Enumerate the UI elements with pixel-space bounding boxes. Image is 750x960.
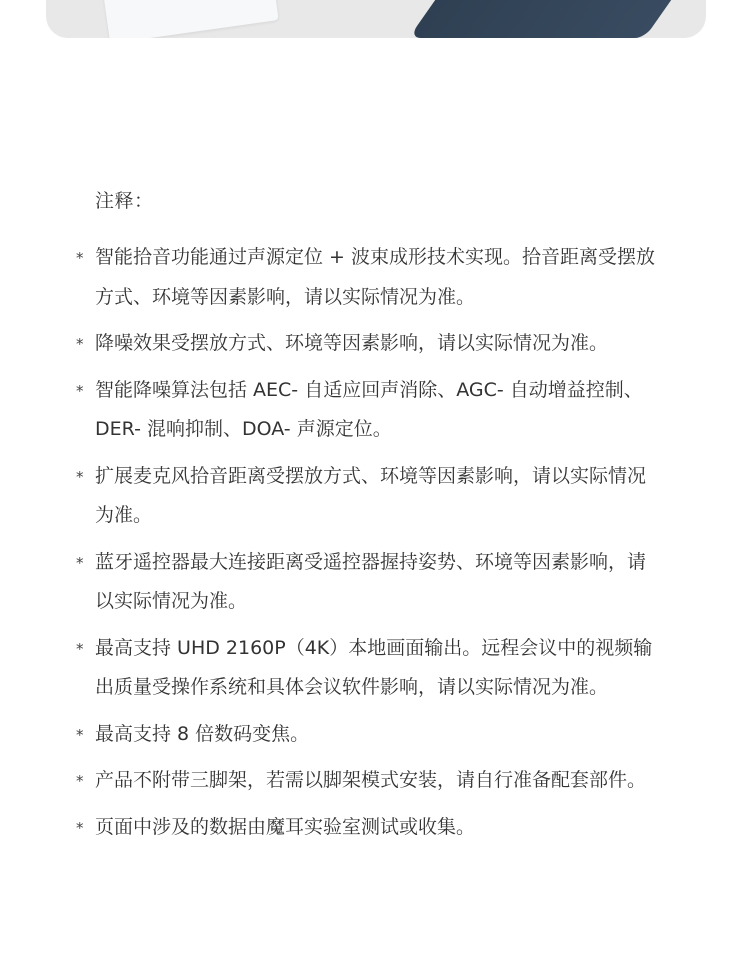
note-marker: * (76, 772, 84, 790)
note-item (0, 371, 655, 450)
note-marker: * (76, 335, 84, 353)
note-marker: * (76, 467, 84, 486)
top-product-image-band (46, 0, 706, 38)
notes-title: 注释： (95, 190, 154, 212)
note-marker: * (76, 725, 84, 744)
note-marker: * (76, 381, 84, 400)
note-marker: * (76, 818, 84, 837)
note-text: 最高支持 8 倍数码变焦。 (95, 722, 310, 745)
note-text: 最高支持 UHD 2160P（4K）本地画面输出。远程会议中的视频输出质量受操作系统和具体会议软件影响，请以实际情况为准。 (95, 636, 653, 698)
note-marker: * (76, 553, 84, 572)
note-item (0, 238, 655, 317)
note-text: 蓝牙遥控器最大连接距离受遥控器握持姿势、环境等因素影响，请以实际情况为准。 (95, 550, 647, 612)
note-text: 产品不附带三脚架，若需以脚架模式安装，请自行准备配套部件。 (95, 769, 647, 791)
note-item (0, 629, 655, 708)
note-item (0, 324, 655, 364)
note-text: 降噪效果受摆放方式、环境等因素影响，请以实际情况为准。 (95, 332, 609, 354)
note-marker: * (76, 249, 84, 267)
note-item (0, 457, 655, 536)
navy-device-image (409, 0, 674, 38)
note-item (0, 715, 655, 755)
note-text: 扩展麦克风拾音距离受摆放方式、环境等因素影响，请以实际情况为准。 (95, 464, 647, 526)
note-text: 智能拾音功能通过声源定位 + 波束成形技术实现。拾音距离受摆放方式、环境等因素影响，请以实际情况为准。 (95, 246, 656, 308)
notes-list (0, 238, 750, 854)
note-marker: * (76, 639, 84, 658)
note-item (0, 543, 655, 622)
note-item (0, 761, 655, 801)
paper-sheet-image (103, 0, 278, 38)
note-item (0, 808, 655, 848)
note-text: 页面中涉及的数据由魔耳实验室测试或收集。 (95, 815, 476, 838)
note-text: 智能降噪算法包括 AEC- 自适应回声消除、AGC- 自动增益控制、DER- 混响抑制、DOA- 声源定位。 (95, 378, 643, 440)
